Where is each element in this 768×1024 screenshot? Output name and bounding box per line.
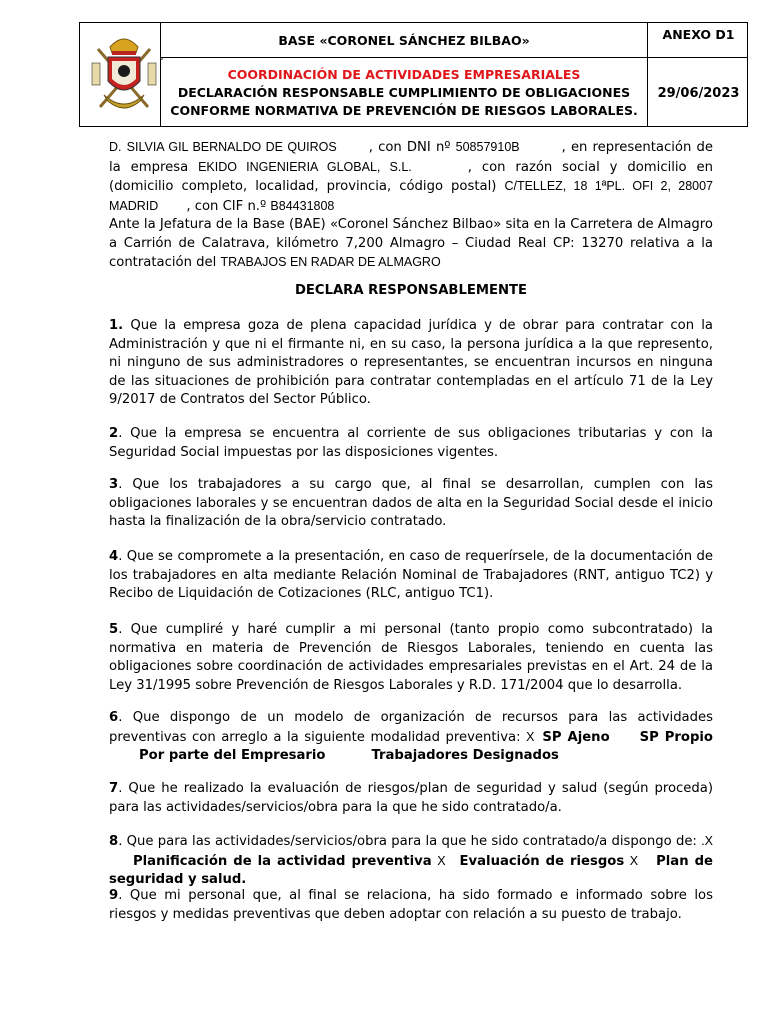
intro-paragraph [109,138,713,273]
planificacion-checkbox[interactable]: .X [701,834,713,848]
dni-value: 50857910B [455,140,520,154]
item-1 [109,317,713,410]
cif-label: CIF n.º [222,198,267,214]
cif-value: B84431808 [270,198,335,213]
item-number: 4 [109,549,119,564]
item-7 [109,780,713,817]
declaration-title-line2: CONFORME NORMATIVA DE PREVENCIÓN DE RIESGOS LABORALES. [170,103,638,118]
d-prefix: D. [109,140,122,154]
item-number: 6 [109,710,119,725]
address-prefix: completo, localidad, provincia, código postal) [181,179,497,194]
small-mark: ° [160,57,164,65]
item-number: 8 [109,834,119,849]
item-text: . Que se compromete a la presentación, en caso de requerírsele, de la documentación de los trabajadores en alta mediante Relación Nominal de Trabajadores (RNT, antiguo TC2) y Recibo de Liquidación de Cotizaciones (RLC, antiguo TC1). [109,549,713,601]
cif-prefix: , con [186,198,219,214]
plan-seguridad-checkbox[interactable]: X [629,853,639,868]
option-trabajadores-designados: Trabajadores Designados [371,748,559,763]
company-name: EKIDO INGENIERIA GLOBAL, S.L. [198,159,412,174]
option-sp-ajeno: SP Ajeno [542,729,610,745]
item-2 [109,425,713,462]
item-4 [109,548,713,604]
item-6 [109,709,713,766]
date-label: 29/06/2023 [657,85,740,101]
before-authority-text: Ante la Jefatura de la Base (BAE) «Coronel Sánchez Bilbao» sita en la Carretera de Almagro a Carrión de Calatrava, kilómetro 7,200 Almagro – Ciudad Real CP: 13270 relativa a la contratación del [109,217,713,270]
item-number: 5 [109,622,119,637]
item-text: . Que la empresa se encuentra al corriente de sus obligaciones tributarias y con la Seguridad Social impuestas por las disposiciones vigentes. [109,426,713,460]
header-table [79,22,748,127]
option-planificacion: Planificación de la actividad preventiva [133,853,432,869]
item-text: . Que dispongo de un modelo de organización de recursos para las actividades preventivas con arreglo a la siguiente modalidad preventiva: [109,710,713,745]
header-title-block [161,58,647,128]
annex-label: ANEXO D1 [662,26,735,42]
company-suffix: , con razón social y domicilio en (domicilio [109,159,713,194]
address-value: C/TELLEZ, 18 1ªPL. OFI 2, 28007 MADRID [109,179,714,213]
item-text: . Que mi personal que, al final se relaciona, ha sido formado e informado sobre los riesgos y medidas preventivas que deben adoptar con relación a su puesto de trabajo. [109,888,713,922]
item-8 [109,832,713,890]
dni-label: , con DNI nº [368,140,451,155]
evaluacion-checkbox[interactable]: X [437,853,446,868]
item-3 [109,476,713,532]
option-checkbox[interactable]: X [526,729,535,744]
option-sp-propio: SP Propio [639,729,713,745]
company-prefix: la empresa [109,159,189,175]
item-number: 2 [109,426,119,441]
coat-of-arms-icon [90,29,158,121]
item-text: . Que he realizado la evaluación de riesgos/plan de seguridad y salud (según proceda) para las actividades/servicios/obra para la que he sido contratado/a. [109,781,713,815]
item-5 [109,621,713,695]
item-9 [109,887,713,924]
base-name: BASE «CORONEL SÁNCHEZ BILBAO» [278,32,530,48]
item-number: 1. [109,318,124,333]
option-evaluacion: Evaluación de riesgos [459,853,625,869]
representation-text: , en representación de [561,140,713,155]
option-plan-seguridad: Plan de seguridad y salud. [109,853,713,887]
item-text: . Que cumpliré y haré cumplir a mi personal (tanto propio como subcontratado) la normativa en materia de Prevención de Riesgos Laborales, teniendo en cuenta las obligaciones sobre coordinación de actividades empresariales previstas en el Art. 24 de la Ley 31/1995 sobre Prevención de Riesgos Laborales y R.D. 171/2004 que lo desarrolla. [109,622,713,693]
coordination-title: COORDINACIÓN DE ACTIVIDADES EMPRESARIALES [227,67,581,82]
option-empresario: Por parte del Empresario [139,748,326,763]
item-text: . Que para las actividades/servicios/obra para la que he sido contratado/a dispongo de: [118,834,697,849]
item-number: 7 [109,781,119,796]
declarant-name: SILVIA GIL BERNALDO DE QUIROS [126,140,337,154]
item-text: . Que los trabajadores a su cargo que, al final se desarrollan, cumplen con las obligaciones laborales y se encuentran dados de alta en la Seguridad Social desde el inicio hasta la finalización de la obra/servicio contratado. [109,477,713,529]
item-number: 9 [109,888,119,903]
item-text: Que la empresa goza de plena capacidad jurídica y de obrar para contratar con la Administración y que ni el firmante ni, en su caso, la persona jurídica a la que represento, ni ninguno de sus administradores o representantes, se encuentran incursos en ninguna de las situaciones de prohibición para contratar contempladas en el artículo 71 de la Ley 9/2017 de Contratos del Sector Público. [109,318,713,407]
declaration-title-line1: DECLARACIÓN RESPONSABLE CUMPLIMIENTO DE OBLIGACIONES [177,85,631,100]
contract-name: TRABAJOS EN RADAR DE ALMAGRO [220,255,441,269]
declara-title: DECLARA RESPONSABLEMENTE [294,283,528,298]
item-number: 3 [109,477,119,492]
